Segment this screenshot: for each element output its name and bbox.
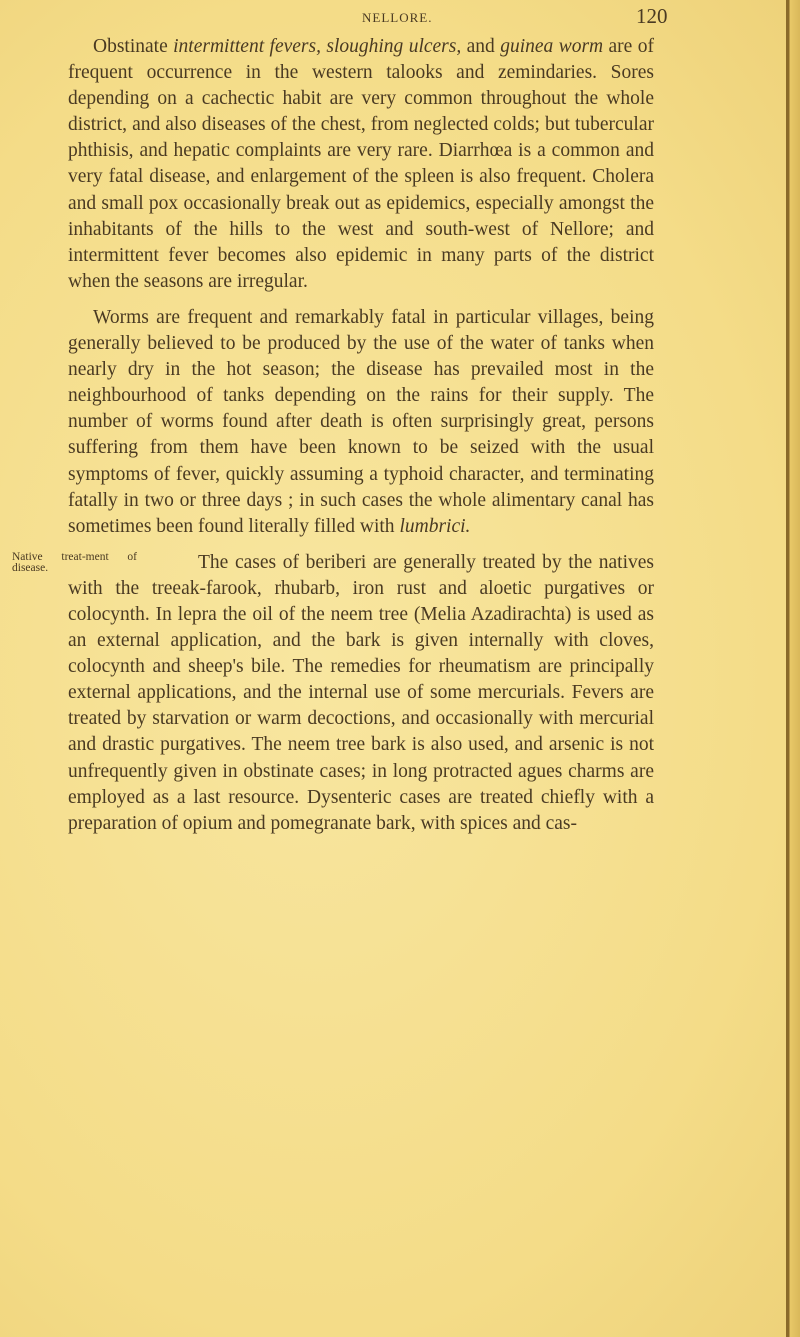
text-run: and: [461, 36, 501, 57]
text-run: Worms are frequent and remarkably fatal in particular villages, being generally believed to be produced by the use of the water of tanks when nearly dry in the hot season; the disease has prevailed most in the neighbourhood of tanks depending on the rains for their supply. The number of worms found after death is often surprisingly great, persons suffering from them have been known to be seized with the usual symptoms of fever, quickly assuming a typhoid character, and terminating fatally in two or three days ; in such cases the whole alimentary canal has sometimes been found literally filled with: [68, 306, 654, 537]
page-number: 120: [636, 4, 668, 28]
running-title: NELLORE.: [362, 10, 433, 25]
page-body: [12, 34, 654, 837]
italic-run: lumbrici.: [399, 515, 471, 537]
page-edge: [786, 0, 800, 1337]
italic-run: intermittent fevers, sloughing ulcers,: [173, 36, 462, 57]
italic-run: guinea worm: [500, 36, 604, 57]
text-run: are of frequent occurrence in the western talooks and zemindaries. Sores depending on a cachectic habit are very common throughout the whole district, and also diseases of the chest, from neglected colds; but tubercular phthisis, and hepatic complaints are very rare. Diarrhœa is a common and very fatal disease, and enlargement of the spleen is also frequent. Cholera and small pox occasionally break out as epidemics, especially amongst the inhabitants of the hills to the west and south-west of Nellore; and intermittent fever becomes also epidemic in many parts of the district when the seasons are irregular.: [68, 36, 654, 292]
paragraph-diseases: [68, 34, 654, 295]
paragraph-native-treatment: [12, 550, 654, 837]
margin-note: Native treat-ment of disease.: [12, 550, 137, 574]
text-run: Obstinate: [93, 36, 174, 57]
paragraph-worms: [68, 305, 654, 540]
text-run: The cases of beriberi are generally treated by the natives with the treeak-farook, rhubarb, iron rust and aloetic purgatives or colocynth. In lepra the oil of the neem tree (Melia Azadirachta) is used as an external application, and the bark is given internally with cloves, colocynth and sheep's bile. The remedies for rheumatism are principally external applications, and the internal use of some mercurials. Fevers are treated by starvation or warm decoctions, and occasionally with mercurial and drastic purgatives. The neem tree bark is also used, and arsenic is not unfrequently given in obstinate cases; in long protracted agues charms are employed as a last resource. Dysenteric cases are treated chiefly with a preparation of opium and pomegranate bark, with spices and cas-: [68, 551, 654, 834]
page-header: [0, 6, 786, 28]
